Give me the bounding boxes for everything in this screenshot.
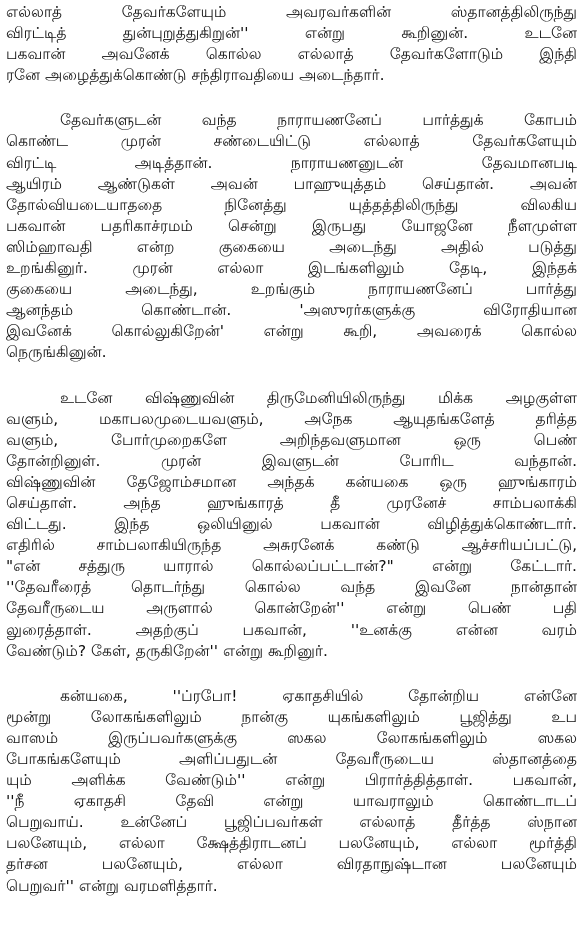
text-line: போகங்களேயும் அளிப்பதுடன் தேவரீருடைய ஸ்தானத்தை [6, 750, 577, 768]
paragraph-gap [6, 662, 577, 686]
text-line: யும் அளிக்க வேண்டும்'' என்று பிரார்த்தித்தாள். பகவான், [6, 771, 577, 790]
text-line: பகவான் பதரிகாச்ரமம் சென்று இருபது யோஜனே நீளமுள்ள [6, 216, 577, 235]
text-line: எல்லாத் தேவர்களேயும் அவரவர்களின் ஸ்தானத்திலிருந்து [6, 3, 577, 21]
text-line: தர்சன பலனேயும், எல்லா விரதாநுஷ்டான பலனேயும் [6, 855, 577, 874]
text-line: தேவரீருடைய அருளால் கொன்றேன்'' என்று பெண் பதி [6, 599, 577, 618]
text-line: வளும், மகாபலமுடையவளும், அநேக ஆயுதங்களேத் தரித்த [6, 409, 577, 428]
text-line: ''நீ ஏகாதசி தேவி என்று யாவராலும் கொண்டாடப் [6, 792, 577, 811]
text-line: தோல்வியடையாததை நினேத்து யுத்தத்திலிருந்து விலகிய [6, 195, 577, 214]
paragraph-4 [6, 686, 577, 897]
text-line: லுரைத்தாள். அதற்குப் பகவான், ''உனக்கு என்ன வரம் [6, 620, 577, 639]
text-line: ரனே அழைத்துக்கொண்டு சந்திராவதியை அடைந்தார். [6, 66, 385, 85]
text-line: வாஸம் இருப்பவர்களுக்கு ஸகல லோகங்களிலும் ஸகல [6, 728, 577, 747]
text-line: ஆனந்தம் கொண்டான். 'அஸுரர்களுக்கு விரோதியான [6, 301, 577, 320]
text-line: கொண்ட முரன் சண்டையிட்டு எல்லாத் தேவர்களேயும் [6, 132, 577, 151]
text-line: தோன்றினுள். முரன் இவளுடன் போரிட வந்தான். [6, 451, 577, 470]
text-line: உறங்கினுர். முரன் எல்லா இடங்களிலும் தேடி, இந்தக் [6, 259, 577, 278]
paragraph-1 [6, 2, 577, 86]
text-line: செய்தாள். அந்த ஹுங்காரத் தீ முரனேச் சாம்பலாக்கி [6, 493, 577, 512]
text-line: விரட்டித் துன்புறுத்துகிறுன்'' என்று கூறினுன். உடனே [6, 24, 577, 43]
text-line: "என் சத்துரு யாரால் கொல்லப்பட்டான்?" என்று கேட்டார். [6, 557, 577, 576]
text-line: ஆயிரம் ஆண்டுகள் அவன் பாஹுயுத்தம் செய்தான். அவன் [6, 174, 577, 193]
text-line: ஸிம்ஹாவதி என்ற குகையை அடைந்து அதில் படுத்து [6, 237, 577, 256]
text-line: மூன்று லோகங்களிலும் நான்கு யுகங்களிலும் பூஜித்து உப [6, 707, 577, 726]
text-line: கன்யகை, ''ப்ரபோ! ஏகாதசியில் தோன்றிய என்னே [60, 686, 577, 705]
text-line: விஷ்ணுவின் தேஜோம்சமான அந்தக் கன்யகை ஒரு ஹுங்காரம் [6, 472, 577, 491]
paragraph-gap [6, 364, 577, 388]
text-line: பகவான் அவனேக் கொல்ல எல்லாத் தேவர்களோடும் இந்தி [6, 45, 577, 64]
text-line: விரட்டி அடித்தான். நாராயணனுடன் தேவமானபடி [6, 153, 577, 172]
text-line: இவனேக் கொல்லுகிறேன்' என்று கூறி, அவரைக் கொல்ல [6, 322, 577, 341]
text-line: பலனேயும், எல்லா க்ஷேத்திராடனப் பலனேயும், எல்லா மூர்த்தி [6, 834, 577, 853]
text-line: விட்டது. இந்த ஒலியினுல் பகவான் விழித்துக்கொண்டார். [6, 515, 577, 534]
text-line: பெறுவாய். உன்னேப் பூஜிப்பவர்கள் எல்லாத் தீர்த்த ஸ்நான [6, 813, 577, 832]
text-line: வேண்டும்? கேள், தருகிறேன்'' என்று கூறினுர். [6, 641, 328, 660]
text-line: நெருங்கினுன். [6, 343, 107, 362]
paragraph-2 [6, 110, 577, 363]
paragraph-3 [6, 388, 577, 662]
paragraph-gap [6, 86, 577, 110]
text-line: வளும், போர்முறைகளே அறிந்தவளுமான ஒரு பெண் [6, 430, 577, 449]
text-line: குகையை அடைந்து, உறங்கும் நாராயணனேப் பார்த்து [6, 280, 577, 299]
text-line: உடனே விஷ்ணுவின் திருமேனியிலிருந்து மிக்க அழகுள்ள [60, 388, 577, 407]
text-line: பெறுவர்'' என்று வரமளித்தார். [6, 876, 218, 895]
text-line: எதிரில் சாம்பலாகியிருந்த அசுரனேக் கண்டு ஆச்சரியப்பட்டு, [6, 536, 577, 555]
text-line: தேவர்களுடன் வந்த நாராயணனேப் பார்த்துக் கோபம் [60, 111, 577, 130]
text-line: ''தேவரீரைத் தொடர்ந்து கொல்ல வந்த இவனே நான்தான் [6, 578, 577, 597]
